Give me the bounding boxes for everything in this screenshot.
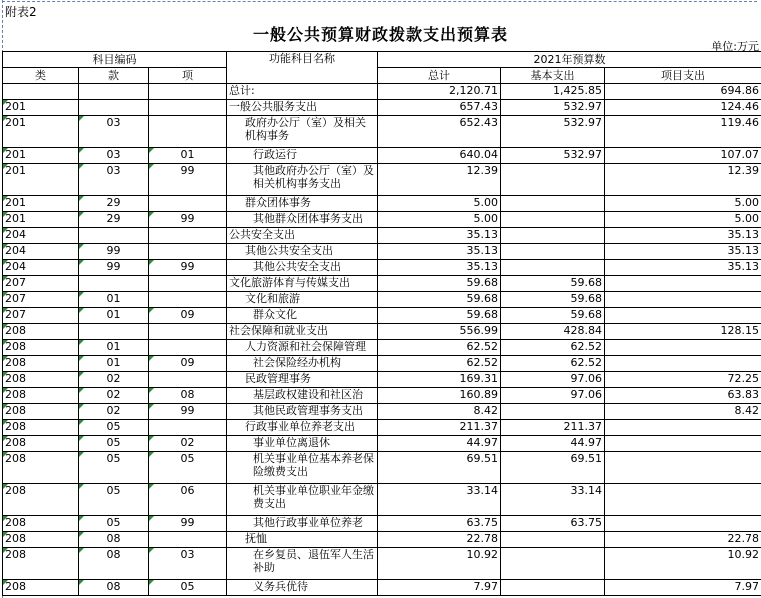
kuan-cell[interactable]	[79, 276, 149, 292]
kuan-cell[interactable]: 01	[79, 308, 149, 324]
project-cell[interactable]: 5.00	[605, 212, 761, 228]
header-year-group[interactable]: 2021年预算数	[378, 52, 761, 68]
project-cell[interactable]: 10.92	[605, 548, 761, 580]
basic-cell[interactable]	[501, 548, 605, 580]
xiang-cell[interactable]: 99	[149, 260, 227, 276]
header-project[interactable]: 项目支出	[605, 68, 761, 84]
header-row-2	[3, 68, 761, 84]
project-cell[interactable]: 35.13	[605, 244, 761, 260]
project-cell[interactable]: 107.07	[605, 148, 761, 164]
name-cell[interactable]: 义务兵优待	[227, 580, 378, 596]
basic-cell[interactable]: 97.06	[501, 388, 605, 404]
lei-cell[interactable]: 208	[3, 356, 79, 372]
lei-cell[interactable]: 208	[3, 420, 79, 436]
lei-cell[interactable]: 208	[3, 580, 79, 596]
total-cell[interactable]: 7.97	[378, 580, 501, 596]
header-xiang[interactable]: 项	[149, 68, 227, 84]
total-project-cell[interactable]: 694.86	[605, 84, 761, 100]
total-cell[interactable]: 169.31	[378, 372, 501, 388]
total-label-cell[interactable]: 总计:	[227, 84, 378, 100]
table-row	[3, 228, 761, 244]
total-cell[interactable]: 160.89	[378, 388, 501, 404]
kuan-cell[interactable]	[79, 228, 149, 244]
lei-cell[interactable]: 204	[3, 260, 79, 276]
basic-cell[interactable]	[501, 260, 605, 276]
kuan-cell[interactable]: 29	[79, 196, 149, 212]
lei-cell[interactable]: 208	[3, 532, 79, 548]
project-cell[interactable]: 63.83	[605, 388, 761, 404]
basic-cell[interactable]: 532.97	[501, 100, 605, 116]
kuan-cell[interactable]	[79, 100, 149, 116]
lei-cell[interactable]: 207	[3, 292, 79, 308]
basic-cell[interactable]	[501, 244, 605, 260]
table-row	[3, 356, 761, 372]
name-cell[interactable]: 行政事业单位养老支出	[227, 420, 378, 436]
kuan-cell[interactable]: 29	[79, 212, 149, 228]
lei-cell[interactable]: 208	[3, 452, 79, 484]
xiang-cell[interactable]: 09	[149, 308, 227, 324]
name-cell[interactable]: 民政管理事务	[227, 372, 378, 388]
project-cell[interactable]	[605, 436, 761, 452]
kuan-cell[interactable]: 05	[79, 516, 149, 532]
unit-label: 单位:万元	[711, 40, 759, 53]
project-cell[interactable]	[605, 516, 761, 532]
attachment-label: 附表2	[5, 5, 37, 19]
basic-cell[interactable]: 532.97	[501, 148, 605, 164]
page-title: 一般公共预算财政拨款支出预算表	[252, 25, 508, 44]
xiang-cell[interactable]: 01	[149, 148, 227, 164]
project-cell[interactable]	[605, 308, 761, 324]
xiang-cell[interactable]: 02	[149, 436, 227, 452]
name-cell[interactable]: 群众团体事务	[227, 196, 378, 212]
total-cell[interactable]: 69.51	[378, 452, 501, 484]
basic-cell[interactable]: 62.52	[501, 340, 605, 356]
basic-cell[interactable]: 211.37	[501, 420, 605, 436]
name-cell[interactable]: 事业单位离退休	[227, 436, 378, 452]
xiang-cell[interactable]	[149, 420, 227, 436]
project-cell[interactable]: 35.13	[605, 260, 761, 276]
lei-cell[interactable]: 207	[3, 276, 79, 292]
project-cell[interactable]	[605, 356, 761, 372]
kuan-cell[interactable]: 02	[79, 404, 149, 420]
xiang-cell[interactable]	[149, 532, 227, 548]
basic-cell[interactable]: 59.68	[501, 276, 605, 292]
total-cell[interactable]: 33.14	[378, 484, 501, 516]
project-cell[interactable]: 22.78	[605, 532, 761, 548]
xiang-cell[interactable]: 99	[149, 516, 227, 532]
lei-cell[interactable]: 208	[3, 484, 79, 516]
basic-cell[interactable]: 59.68	[501, 308, 605, 324]
name-cell[interactable]: 一般公共服务支出	[227, 100, 378, 116]
basic-cell[interactable]: 97.06	[501, 372, 605, 388]
name-cell[interactable]: 其他群众团体事务支出	[227, 212, 378, 228]
total-xiang-cell[interactable]	[149, 84, 227, 100]
name-cell[interactable]: 其他公共安全支出	[227, 260, 378, 276]
name-cell[interactable]: 其他民政管理事务支出	[227, 404, 378, 420]
header-code-group[interactable]: 科目编码	[3, 52, 227, 68]
project-cell[interactable]	[605, 484, 761, 516]
xiang-cell[interactable]: 05	[149, 452, 227, 484]
project-cell[interactable]	[605, 276, 761, 292]
name-cell[interactable]: 社会保险经办机构	[227, 356, 378, 372]
total-row	[3, 84, 761, 100]
total-cell[interactable]: 657.43	[378, 100, 501, 116]
name-cell[interactable]: 文化旅游体育与传媒支出	[227, 276, 378, 292]
total-cell[interactable]: 10.92	[378, 548, 501, 580]
project-cell[interactable]: 124.46	[605, 100, 761, 116]
basic-cell[interactable]: 59.68	[501, 292, 605, 308]
table-row	[3, 388, 761, 404]
xiang-cell[interactable]: 99	[149, 404, 227, 420]
total-total-cell[interactable]: 2,120.71	[378, 84, 501, 100]
kuan-cell[interactable]: 05	[79, 436, 149, 452]
lei-cell[interactable]: 204	[3, 244, 79, 260]
table-row	[3, 260, 761, 276]
table-row	[3, 276, 761, 292]
table-row	[3, 436, 761, 452]
xiang-cell[interactable]: 99	[149, 212, 227, 228]
xiang-cell[interactable]: 09	[149, 356, 227, 372]
name-cell[interactable]: 行政运行	[227, 148, 378, 164]
lei-cell[interactable]: 208	[3, 388, 79, 404]
xiang-cell[interactable]: 05	[149, 580, 227, 596]
kuan-cell[interactable]: 03	[79, 164, 149, 196]
xiang-cell[interactable]	[149, 372, 227, 388]
basic-cell[interactable]	[501, 212, 605, 228]
kuan-cell[interactable]: 05	[79, 484, 149, 516]
total-cell[interactable]: 12.39	[378, 164, 501, 196]
kuan-cell[interactable]: 01	[79, 292, 149, 308]
total-cell[interactable]: 35.13	[378, 228, 501, 244]
project-cell[interactable]: 8.42	[605, 404, 761, 420]
total-cell[interactable]: 63.75	[378, 516, 501, 532]
header-kuan[interactable]: 款	[79, 68, 149, 84]
project-cell[interactable]: 35.13	[605, 228, 761, 244]
table-row	[3, 548, 761, 580]
name-cell[interactable]: 基层政权建设和社区治	[227, 388, 378, 404]
kuan-cell[interactable]: 05	[79, 452, 149, 484]
table-row	[3, 484, 761, 516]
table-row	[3, 516, 761, 532]
kuan-cell[interactable]	[79, 324, 149, 340]
name-cell[interactable]: 人力资源和社会保障管理	[227, 340, 378, 356]
lei-cell[interactable]: 201	[3, 196, 79, 212]
basic-cell[interactable]	[501, 228, 605, 244]
basic-cell[interactable]: 33.14	[501, 484, 605, 516]
kuan-cell[interactable]: 03	[79, 116, 149, 148]
basic-cell[interactable]: 62.52	[501, 356, 605, 372]
kuan-cell[interactable]: 08	[79, 532, 149, 548]
kuan-cell[interactable]: 02	[79, 388, 149, 404]
lei-cell[interactable]: 207	[3, 308, 79, 324]
name-cell[interactable]: 社会保障和就业支出	[227, 324, 378, 340]
total-cell[interactable]: 35.13	[378, 244, 501, 260]
table-row	[3, 580, 761, 596]
project-cell[interactable]	[605, 340, 761, 356]
kuan-cell[interactable]: 08	[79, 580, 149, 596]
lei-cell[interactable]: 201	[3, 148, 79, 164]
xiang-cell[interactable]	[149, 324, 227, 340]
name-cell[interactable]: 抚恤	[227, 532, 378, 548]
name-cell[interactable]: 公共安全支出	[227, 228, 378, 244]
name-cell[interactable]: 机关事业单位基本养老保险缴费支出	[227, 452, 378, 484]
table-row	[3, 292, 761, 308]
basic-cell[interactable]: 69.51	[501, 452, 605, 484]
total-cell[interactable]: 59.68	[378, 308, 501, 324]
project-cell[interactable]: 7.97	[605, 580, 761, 596]
total-cell[interactable]: 652.43	[378, 116, 501, 148]
name-cell[interactable]: 其他行政事业单位养老	[227, 516, 378, 532]
basic-cell[interactable]	[501, 164, 605, 196]
name-cell[interactable]: 机关事业单位职业年金缴费支出	[227, 484, 378, 516]
total-cell[interactable]: 8.42	[378, 404, 501, 420]
table-row	[3, 148, 761, 164]
total-cell[interactable]: 556.99	[378, 324, 501, 340]
xiang-cell[interactable]: 08	[149, 388, 227, 404]
kuan-cell[interactable]: 01	[79, 340, 149, 356]
name-cell[interactable]: 政府办公厅（室）及相关机构事务	[227, 116, 378, 148]
table-row	[3, 196, 761, 212]
kuan-cell[interactable]: 05	[79, 420, 149, 436]
name-cell[interactable]: 其他公共安全支出	[227, 244, 378, 260]
basic-cell[interactable]	[501, 580, 605, 596]
budget-table	[2, 51, 761, 596]
basic-cell[interactable]	[501, 404, 605, 420]
total-cell[interactable]: 59.68	[378, 276, 501, 292]
lei-cell[interactable]: 208	[3, 516, 79, 532]
table-row	[3, 244, 761, 260]
basic-cell[interactable]: 532.97	[501, 116, 605, 148]
total-cell[interactable]: 640.04	[378, 148, 501, 164]
total-cell[interactable]: 62.52	[378, 356, 501, 372]
total-cell[interactable]: 44.97	[378, 436, 501, 452]
basic-cell[interactable]	[501, 196, 605, 212]
table-row	[3, 100, 761, 116]
project-cell[interactable]: 119.46	[605, 116, 761, 148]
kuan-cell[interactable]: 03	[79, 148, 149, 164]
lei-cell[interactable]: 201	[3, 212, 79, 228]
header-row-1	[3, 52, 761, 68]
total-kuan-cell[interactable]	[79, 84, 149, 100]
project-cell[interactable]: 12.39	[605, 164, 761, 196]
lei-cell[interactable]: 204	[3, 228, 79, 244]
lei-cell[interactable]: 208	[3, 324, 79, 340]
name-cell[interactable]: 其他政府办公厅（室）及相关机构事务支出	[227, 164, 378, 196]
total-cell[interactable]: 211.37	[378, 420, 501, 436]
table-row	[3, 116, 761, 148]
total-lei-cell[interactable]	[3, 84, 79, 100]
xiang-cell[interactable]	[149, 196, 227, 212]
lei-cell[interactable]: 208	[3, 436, 79, 452]
project-cell[interactable]	[605, 452, 761, 484]
table-row	[3, 532, 761, 548]
xiang-cell[interactable]	[149, 292, 227, 308]
project-cell[interactable]: 72.25	[605, 372, 761, 388]
kuan-cell[interactable]: 99	[79, 260, 149, 276]
lei-cell[interactable]: 208	[3, 340, 79, 356]
table-row	[3, 420, 761, 436]
table-row	[3, 164, 761, 196]
table-row	[3, 212, 761, 228]
lei-cell[interactable]: 201	[3, 100, 79, 116]
lei-cell[interactable]: 208	[3, 372, 79, 388]
page-break-line-horizontal	[2, 1, 757, 2]
xiang-cell[interactable]: 99	[149, 164, 227, 196]
lei-cell[interactable]: 208	[3, 404, 79, 420]
xiang-cell[interactable]	[149, 228, 227, 244]
project-cell[interactable]: 5.00	[605, 196, 761, 212]
lei-cell[interactable]: 208	[3, 548, 79, 580]
name-cell[interactable]: 群众文化	[227, 308, 378, 324]
kuan-cell[interactable]: 08	[79, 548, 149, 580]
project-cell[interactable]	[605, 420, 761, 436]
xiang-cell[interactable]: 06	[149, 484, 227, 516]
xiang-cell[interactable]: 03	[149, 548, 227, 580]
xiang-cell[interactable]	[149, 276, 227, 292]
total-cell[interactable]: 62.52	[378, 340, 501, 356]
basic-cell[interactable]	[501, 532, 605, 548]
xiang-cell[interactable]	[149, 100, 227, 116]
basic-cell[interactable]: 63.75	[501, 516, 605, 532]
header-total[interactable]: 总计	[378, 68, 501, 84]
xiang-cell[interactable]	[149, 116, 227, 148]
name-cell[interactable]: 文化和旅游	[227, 292, 378, 308]
basic-cell[interactable]: 428.84	[501, 324, 605, 340]
total-basic-cell[interactable]: 1,425.85	[501, 84, 605, 100]
table-row	[3, 372, 761, 388]
project-cell[interactable]	[605, 292, 761, 308]
table-row	[3, 308, 761, 324]
xiang-cell[interactable]	[149, 340, 227, 356]
project-cell[interactable]: 128.15	[605, 324, 761, 340]
kuan-cell[interactable]: 99	[79, 244, 149, 260]
lei-cell[interactable]: 201	[3, 116, 79, 148]
name-cell[interactable]: 在乡复员、退伍军人生活补助	[227, 548, 378, 580]
table-row	[3, 340, 761, 356]
kuan-cell[interactable]: 02	[79, 372, 149, 388]
table-row	[3, 452, 761, 484]
total-cell[interactable]: 5.00	[378, 196, 501, 212]
xiang-cell[interactable]	[149, 244, 227, 260]
total-cell[interactable]: 59.68	[378, 292, 501, 308]
total-cell[interactable]: 5.00	[378, 212, 501, 228]
total-cell[interactable]: 35.13	[378, 260, 501, 276]
header-basic[interactable]: 基本支出	[501, 68, 605, 84]
header-name[interactable]: 功能科目名称	[227, 52, 378, 84]
total-cell[interactable]: 22.78	[378, 532, 501, 548]
table-row	[3, 404, 761, 420]
basic-cell[interactable]: 44.97	[501, 436, 605, 452]
lei-cell[interactable]: 201	[3, 164, 79, 196]
kuan-cell[interactable]: 01	[79, 356, 149, 372]
table-row	[3, 324, 761, 340]
header-lei[interactable]: 类	[3, 68, 79, 84]
